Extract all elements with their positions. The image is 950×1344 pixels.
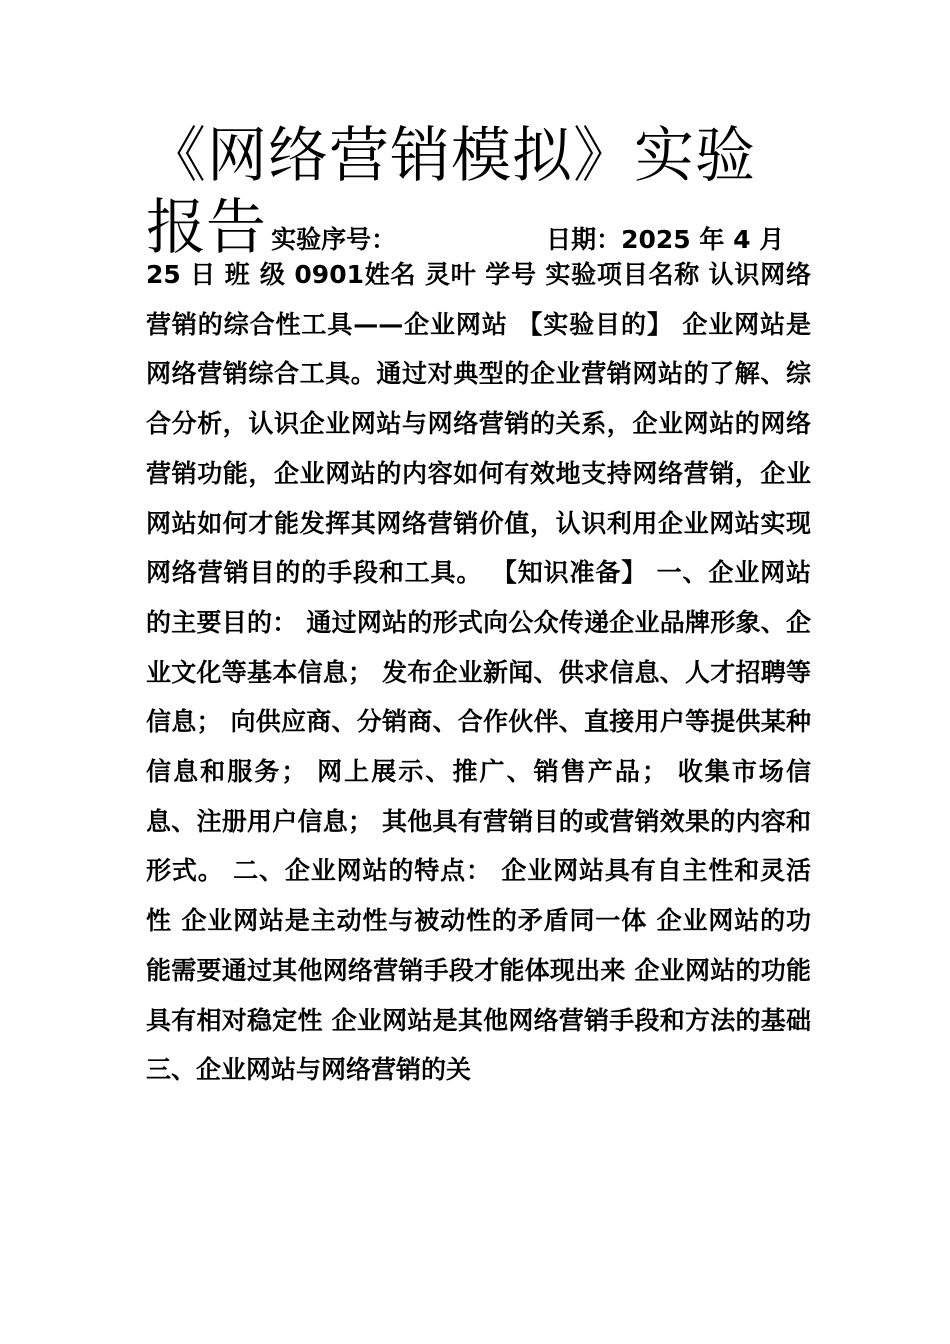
date-label: 日期： xyxy=(546,225,622,254)
date-day: 25 日 xyxy=(146,260,217,289)
body-content: 认识网络营销的综合性工具——企业网站 【实验目的】 企业网站是网络营销综合工具。通过对典型的企业营销网站的了解、综合分析，认识企业网站与网络营销的关系，企业网站的网络营销功能，企业网站的内容如何有效地支持网络营销，企业网站如何才能发挥其网络营销价值，认识利用企业网站实现网络营销目的的手段和工具。 【知识准备】 一、企业网站的主要目的： 通过网站的形式向公众传递企业品牌形象、企业文化等基本信息； 发布企业新闻、供求信息、人才招聘等信息； 向供应商、分销商、合作伙伴、直接用户等提供某种信息和服务； 网上展示、推广、销售产品； 收集市场信息、注册用户信息； 其他具有营销目的或营销效果的内容和形式。 二、企业网站的特点： 企业网站具有自主性和灵活性 企业网站是主动性与被动性的矛盾同一体 企业网站的功能需要通过其他网络营销手段才能体现出来 企业网站的功能具有相对稳定性 企业网站是其他网络营销手段和方法的基础 三、企业网站与网络营销的关 xyxy=(146,260,811,1085)
experiment-no-label: 实验序号： xyxy=(271,225,397,254)
date-value: 2025 年 4 月 xyxy=(621,225,785,254)
report-body xyxy=(146,250,811,1095)
name-value: 灵叶 xyxy=(424,260,477,289)
report-title-tail: 报告 xyxy=(146,193,266,263)
student-id-label: 学号 xyxy=(485,260,537,289)
report-page xyxy=(146,120,811,1095)
report-title: 《网络营销模拟》实验 xyxy=(146,121,756,191)
class-label: 班 级 xyxy=(224,260,286,289)
title-line-1 xyxy=(146,120,811,198)
class-value: 0901 xyxy=(294,260,364,289)
project-label: 实验项目名称 xyxy=(545,260,700,289)
name-label: 姓名 xyxy=(364,260,417,289)
title-line-2-with-meta xyxy=(146,193,811,263)
